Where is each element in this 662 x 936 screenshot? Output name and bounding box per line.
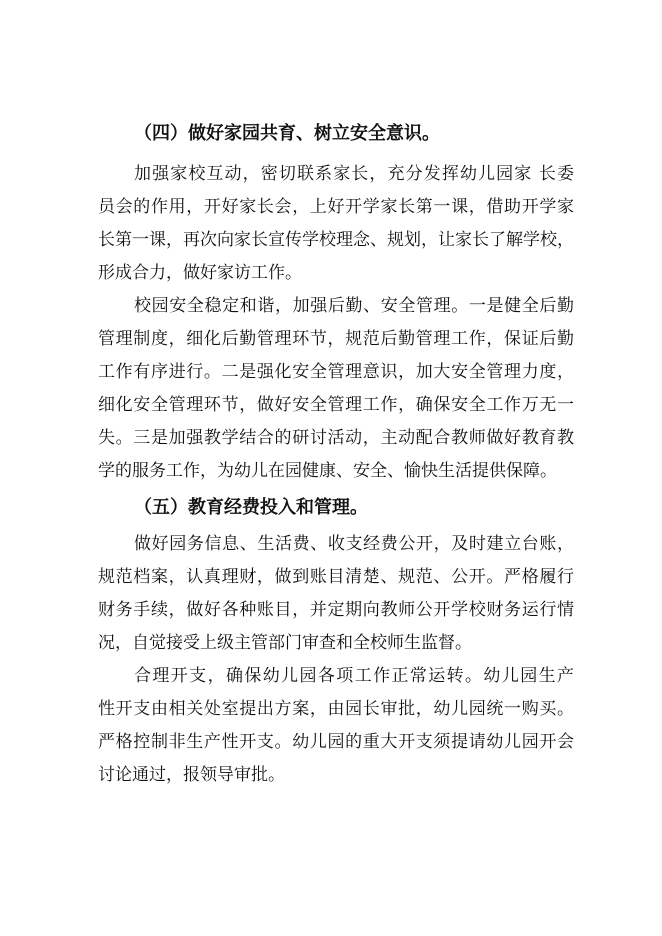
text-line: 规范档案，认真理财，做到账目清楚、规范、公开。严格履行 [98, 567, 574, 587]
section-4-heading: （四）做好家园共育、树立安全意识。 [134, 123, 440, 144]
text-line: 讨论通过，报领导审批。 [98, 765, 285, 785]
section-5-paragraph-2 [98, 660, 574, 792]
text-line: 做好园务信息、生活费、收支经费公开，及时建立台账， [134, 534, 574, 554]
text-line: 严格控制非生产性开支。幼儿园的重大开支须提请幼儿园开会 [98, 732, 574, 752]
text-line: 工作有序进行。二是强化安全管理意识，加大安全管理力度， [98, 362, 574, 382]
text-line: 性开支由相关处室提出方案，由园长审批，幼儿园统一购买。 [98, 699, 574, 719]
section-4-paragraph-2 [98, 290, 574, 488]
text-line: 加强家校互动，密切联系家长，充分发挥幼儿园家 长委 [134, 164, 574, 184]
text-line: 学的服务工作，为幼儿在园健康、安全、愉快生活提供保障。 [98, 461, 557, 481]
section-5-paragraph-1 [98, 528, 574, 660]
text-line: 细化安全管理环节，做好安全管理工作，确保安全工作万无一 [98, 395, 574, 415]
section-4-paragraph-1 [98, 158, 574, 290]
text-line: 员会的作用，开好家长会，上好开学家长第一课，借助开学家 [98, 197, 574, 217]
text-line: 长第一课，再次向家长宣传学校理念、规划，让家长了解学校， [98, 230, 574, 250]
text-line: 合理开支，确保幼儿园各项工作正常运转。幼儿园生产 [134, 666, 574, 686]
text-line: 形成合力，做好家访工作。 [98, 263, 302, 283]
text-line: 失。三是加强教学结合的研讨活动，主动配合教师做好教育教 [98, 428, 574, 448]
text-line: 校园安全稳定和谐，加强后勤、安全管理。一是健全后勤 [134, 296, 574, 316]
text-line: 管理制度，细化后勤管理环节，规范后勤管理工作，保证后勤 [98, 329, 574, 349]
section-5-heading: （五）教育经费投入和管理。 [134, 497, 368, 518]
text-line: 况，自觉接受上级主管部门审查和全校师生监督。 [98, 633, 472, 653]
text-line: 财务手续，做好各种账目，并定期向教师公开学校财务运行情 [98, 600, 574, 620]
